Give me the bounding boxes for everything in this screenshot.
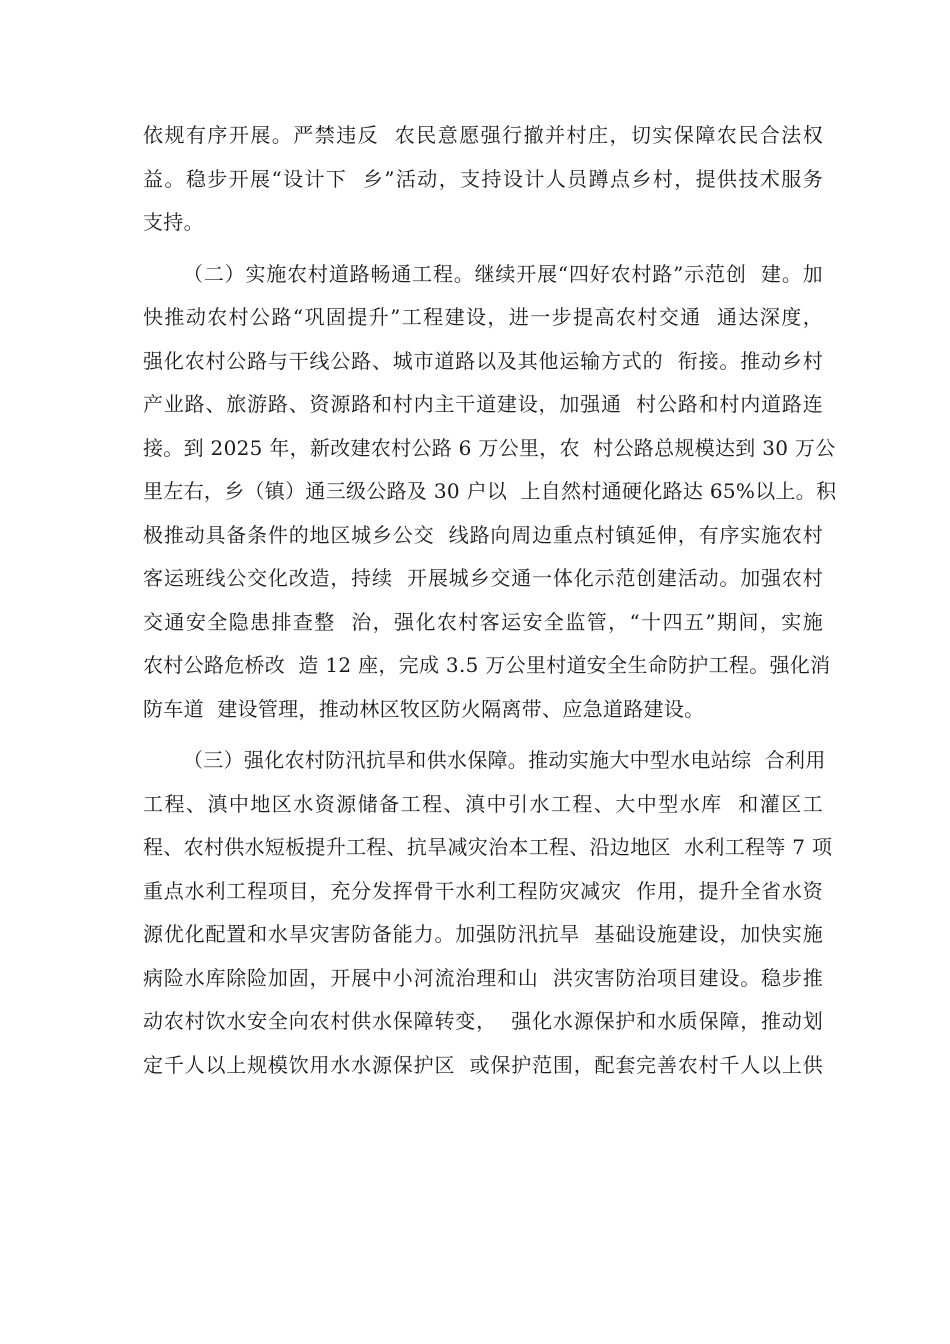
text-line: 防车道 建设管理，推动林区牧区防火隔离带、应急道路建设。: [143, 696, 705, 721]
text-line: 源优化配置和水旱灾害防备能力。加强防汛抗旱 基础设施建设，加快实施: [143, 922, 823, 946]
text-line: 农村公路危桥改 造 12 座，完成 3.5 万公里村道安全生命防护工程。强化消: [143, 653, 831, 677]
text-line: 动农村饮水安全向农村供水保障转变， 强化水源保护和水质保障，推动划: [143, 1009, 823, 1033]
text-line: 接。到 2025 年，新改建农村公路 6 万公里，农 村公路总规模达到 30 万公: [143, 435, 836, 460]
paragraph-1: [143, 117, 823, 240]
text-line: 支持。: [143, 210, 204, 234]
text-line: 里左右，乡（镇）通三级公路及 30 户以 上自然村通硬化路达 65%以上。积: [143, 479, 837, 503]
text-line: 益。稳步开展“设计下 乡”活动，支持设计人员蹲点乡村，提供技术服务: [143, 166, 823, 191]
text-line: 强化农村公路与干线公路、城市道路以及其他运输方式的 衔接。推动乡村: [143, 348, 823, 373]
text-line: 重点水利工程项目，充分发挥骨干水利工程防灾减灾 作用，提升全省水资: [143, 878, 823, 903]
text-line: 客运班线公交化改造，持续 开展城乡交通一体化示范创建活动。加强农村: [143, 566, 823, 590]
text-line: 产业路、旅游路、资源路和村内主干道建设，加强通 村公路和村内道路连: [143, 392, 823, 416]
text-line: 极推动具备条件的地区城乡公交 线路向周边重点村镇延伸，有序实施农村: [143, 522, 823, 547]
text-line: 工程、滇中地区水资源储备工程、滇中引水工程、大中型水库 和灌区工: [143, 791, 823, 816]
text-line: （三）强化农村防汛抗旱和供水保障。推动实施大中型水电站综 合利用: [183, 748, 826, 772]
text-line: 交通安全隐患排查整 治，强化农村客运安全监管，“十四五”期间，实施: [143, 609, 823, 634]
text-line: 程、农村供水短板提升工程、抗旱减灾治本工程、沿边地区 水利工程等 7 项: [143, 835, 833, 859]
text-line: 依规有序开展。严禁违反 农民意愿强行撤并村庄，切实保障农民合法权: [143, 123, 823, 147]
text-line: 快推动农村公路“巩固提升”工程建设，进一步提高农村交通 通达深度，: [143, 305, 823, 329]
text-line: 定千人以上规模饮用水水源保护区 或保护范围，配套完善农村千人以上供: [143, 1052, 823, 1077]
paragraph-2: [143, 256, 837, 727]
paragraph-3: [143, 742, 833, 1083]
text-line: （二）实施农村道路畅通工程。继续开展“四好农村路”示范创 建。加: [183, 261, 823, 286]
text-line: 病险水库除险加固，开展中小河流治理和山 洪灾害防治项目建设。稳步推: [143, 965, 823, 990]
document-page: [143, 117, 837, 1090]
